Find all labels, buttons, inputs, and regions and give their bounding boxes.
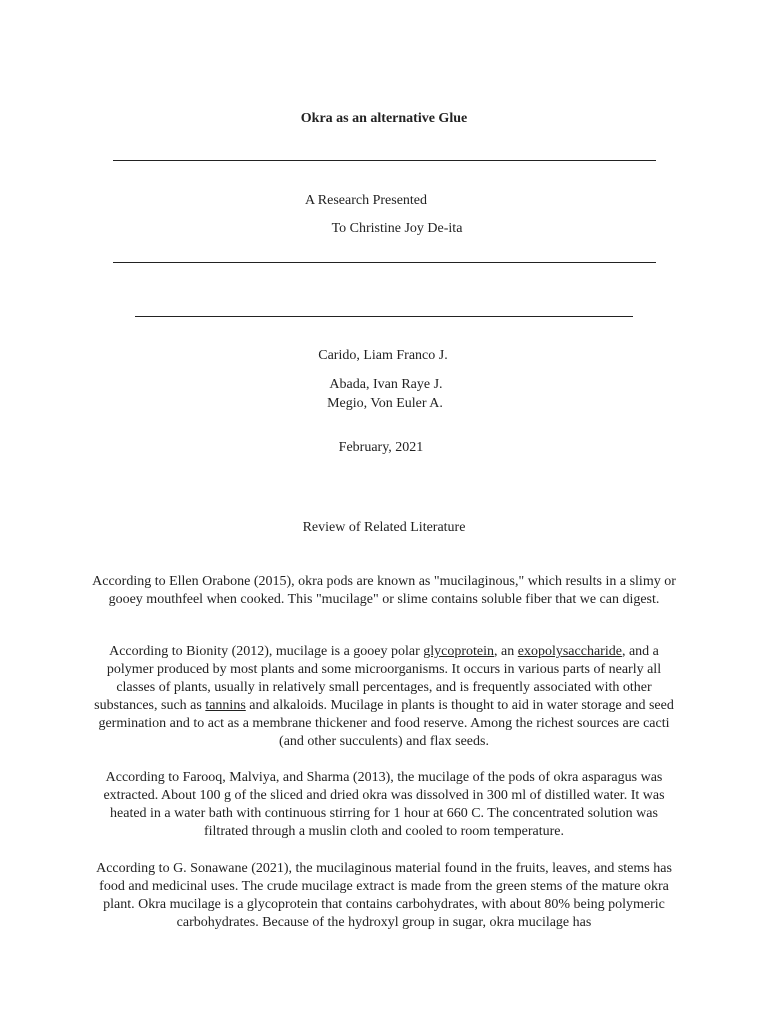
paragraph-bionity-text-3: , and a polymer produced by most plants and some microorganisms. It occurs in various parts of nearly all classes of plants, usually in relatively small percentages, and is frequently associated with other substances, such as <box>94 644 662 713</box>
recipient-line: To Christine Joy De-ita <box>331 221 463 236</box>
paragraph-sonawane: According to G. Sonawane (2021), the mucilaginous material found in the fruits, leaves, and stems has food and medicinal uses. The crude mucilage extract is made from the green stems of the mature okra plant. Okra mucilage is a glycoprotein that contains carbohydrates, with about 80% being polymeric carbohydrates. Because of the hydroxyl group in sugar, okra mucilage has <box>96 861 672 930</box>
paragraph-bionity <box>88 643 680 751</box>
presented-line: A Research Presented <box>304 193 428 208</box>
title-underline-rule <box>113 160 656 161</box>
paragraph-bionity-text-4: and alkaloids. Mucilage in plants is thought to aid in water storage and seed germination and to act as a membrane thickener and food reserve. Among the richest sources are cacti (and other succulents) and flax seeds. <box>98 698 674 749</box>
paragraph-bionity-text-2: , an <box>494 644 518 659</box>
document-title: Okra as an alternative Glue <box>300 111 468 126</box>
author-3: Megio, Von Euler A. <box>327 396 443 411</box>
glycoprotein-link[interactable]: glycoprotein <box>423 644 495 659</box>
author-1: Carido, Liam Franco J. <box>318 348 448 363</box>
exopolysaccharide-link[interactable]: exopolysaccharide <box>517 644 622 659</box>
section-heading: Review of Related Literature <box>302 520 466 535</box>
paragraph-farooq: According to Farooq, Malviya, and Sharma (2013), the mucilage of the pods of okra asparagus was extracted. About 100 g of the sliced and dried okra was dissolved in 300 ml of distilled water. It was heated in a water bath with continuous stirring for 1 hour at 660 C. The concentrated solution was filtrated through a muslin cloth and cooled to room temperature. <box>103 770 665 839</box>
paragraph-orabone: According to Ellen Orabone (2015), okra pods are known as "mucilaginous," which results in a slimy or gooey mouthfeel when cooked. This "mucilage" or slime contains soluble fiber that we can digest. <box>92 574 676 607</box>
authors-top-rule <box>135 316 633 317</box>
recipient-underline-rule <box>113 262 656 263</box>
document-date: February, 2021 <box>338 440 424 455</box>
paragraph-bionity-text-1: According to Bionity (2012), mucilage is a gooey polar <box>109 644 424 659</box>
author-2: Abada, Ivan Raye J. <box>329 377 443 392</box>
tannins-link[interactable]: tannins <box>205 698 246 713</box>
